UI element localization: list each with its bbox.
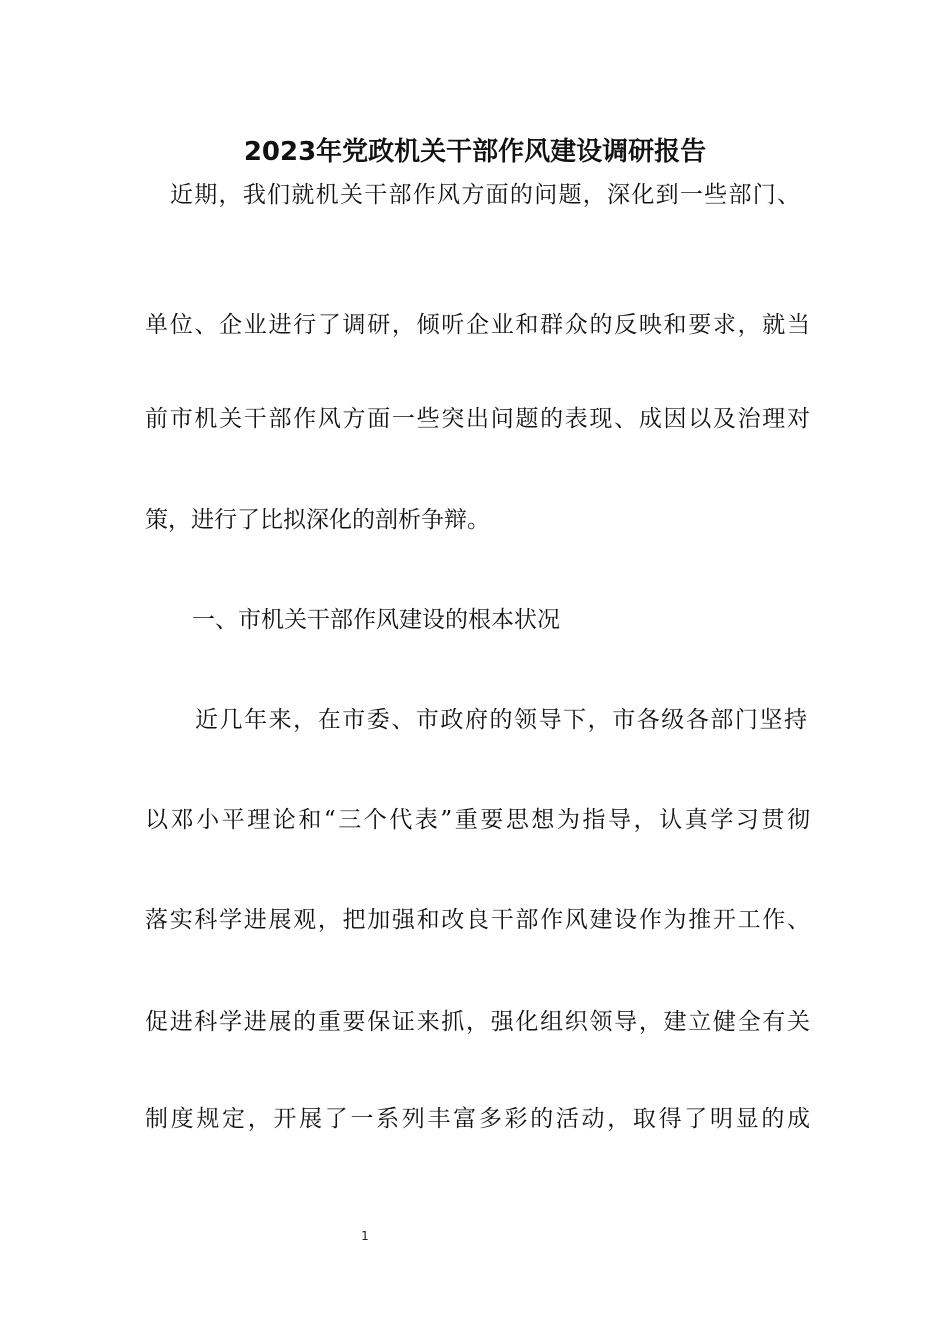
section-heading-1: 一、市机关干部作风建设的根本状况 [192, 607, 560, 633]
paragraph-1-line-1: 近期，我们就机关干部作风方面的问题，深化到一些部门、 [170, 182, 800, 208]
paragraph-2-line-4: 促进科学进展的重要保证来抓，强化组织领导，建立健全有关 [145, 1009, 810, 1035]
paragraph-2-line-2: 以邓小平理论和“三个代表”重要思想为指导，认真学习贯彻 [145, 807, 810, 833]
paragraph-1-line-4: 策，进行了比拟深化的剖析争辩。 [145, 507, 490, 533]
paragraph-2-line-1: 近几年来，在市委、市政府的领导下，市各级各部门坚持 [195, 707, 807, 733]
paragraph-1-line-3: 前市机关干部作风方面一些突出问题的表现、成因以及治理对 [145, 406, 810, 432]
paragraph-1-line-2: 单位、企业进行了调研，倾听企业和群众的反映和要求，就当 [145, 312, 810, 338]
paragraph-2-line-5: 制度规定，开展了一系列丰富多彩的活动，取得了明显的成 [145, 1106, 810, 1132]
page-title: 2023年党政机关干部作风建设调研报告 [243, 137, 707, 167]
paragraph-2-line-3: 落实科学进展观，把加强和改良干部作风建设作为推开工作、 [145, 907, 810, 933]
page-number: 1 [361, 1229, 369, 1243]
